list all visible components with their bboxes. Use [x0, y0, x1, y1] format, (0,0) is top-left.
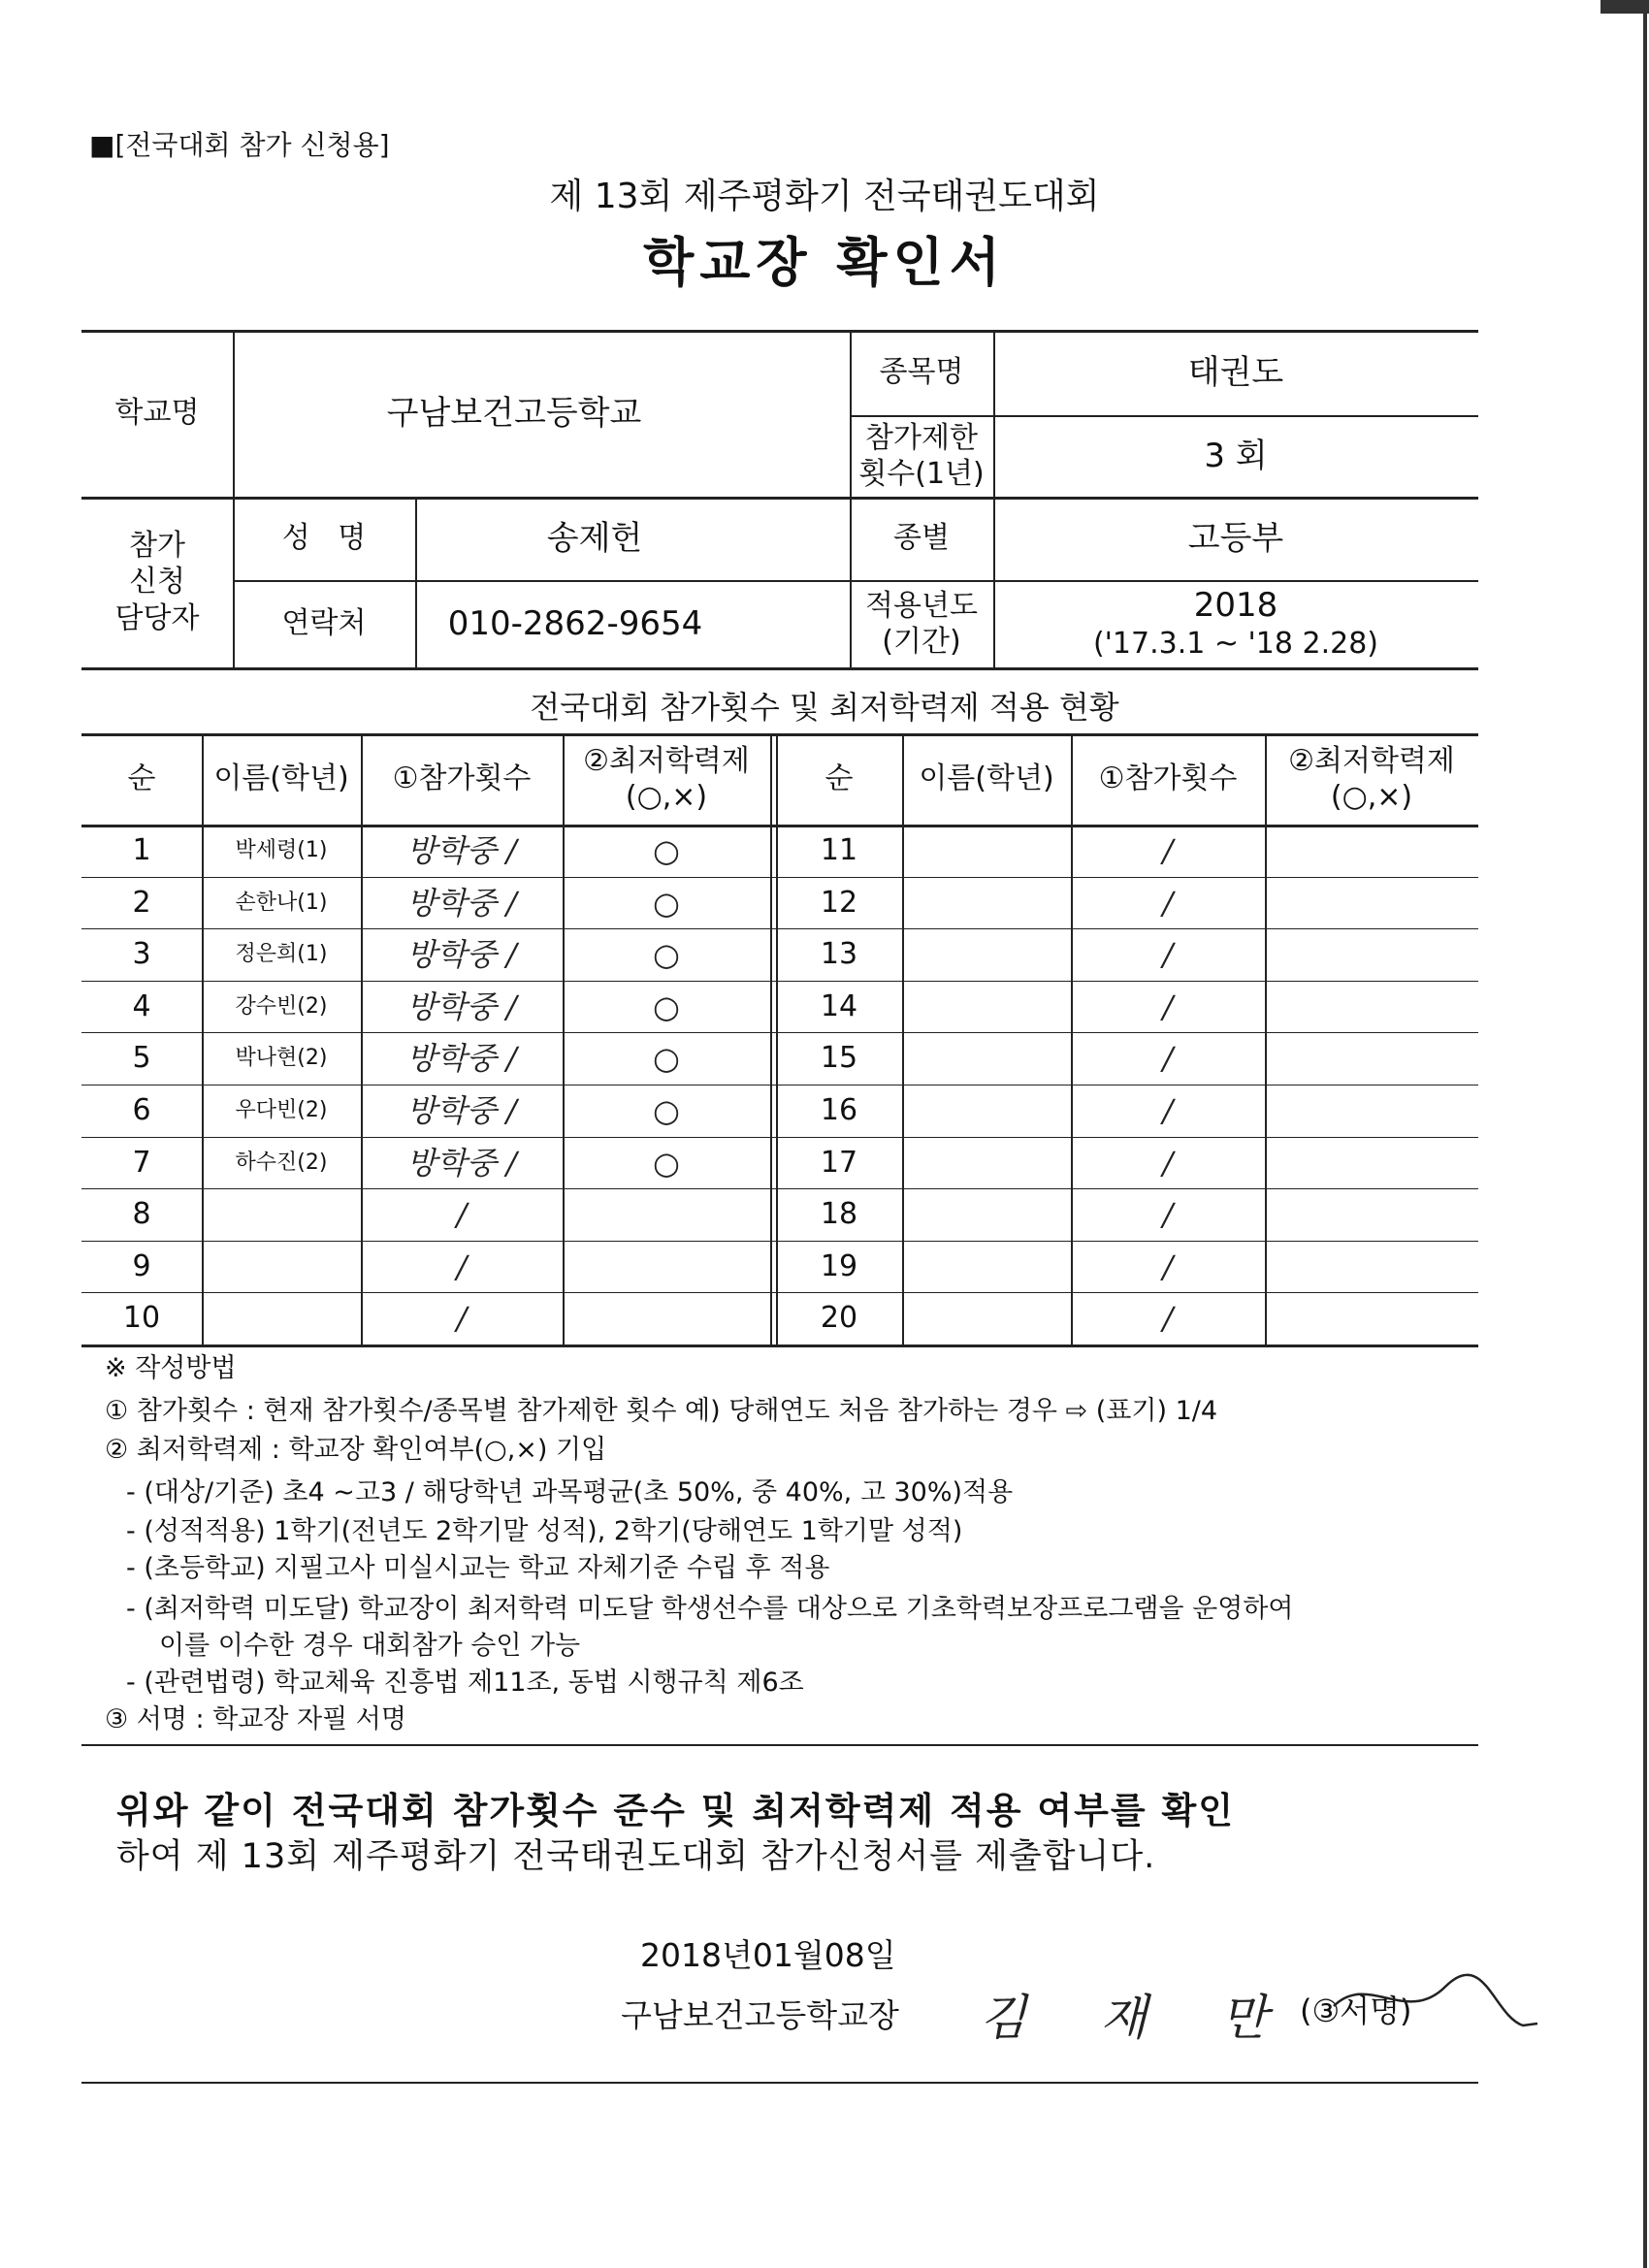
right-row-name	[902, 1085, 1071, 1137]
left-row-no: 9	[132, 1249, 151, 1284]
left-row-grade	[563, 1292, 770, 1345]
right-row-no: 16	[820, 1093, 858, 1128]
right-row-name	[902, 825, 1071, 877]
left-row-count: 방학중 /	[406, 988, 517, 1025]
name-label: 성 명	[281, 521, 367, 556]
left-row-no: 1	[132, 833, 151, 868]
left-row-grade	[563, 1241, 770, 1293]
right-row-no: 20	[820, 1301, 858, 1336]
right-row-grade	[1265, 1032, 1478, 1085]
note-2c: - (초등학교) 지필고사 미실시교는 학교 자체기준 수립 후 적용	[126, 1553, 830, 1583]
applicant-label: 참가 신청 담당자	[114, 528, 200, 635]
right-row-name	[902, 1292, 1071, 1345]
note-2d: - (최저학력 미도달) 학교장이 최저학력 미도달 학생선수를 대상으로 기초학력보장프로그램을 운영하여	[126, 1594, 1294, 1624]
left-row-no: 6	[132, 1093, 151, 1128]
signature-stroke	[1329, 1967, 1542, 2035]
school-name-label: 학교명	[114, 396, 200, 431]
scan-corner-mark	[1600, 0, 1649, 14]
col-header-name-left: 이름(학년)	[213, 761, 349, 796]
left-row-name: 박세령(1)	[235, 838, 328, 863]
right-row-no: 14	[820, 989, 858, 1024]
left-row-grade: ○	[653, 1145, 680, 1182]
left-row-count: 방학중 /	[406, 1145, 517, 1182]
confirm-line-1: 위와 같이 전국대회 참가횟수 준수 및 최저학력제 적용 여부를 확인	[116, 1790, 1235, 1831]
col-header-grade-right: ②최저학력제 (○,×)	[1288, 743, 1455, 814]
division-label: 종별	[893, 521, 950, 556]
col-header-count-left: ①참가횟수	[392, 761, 532, 796]
right-row-grade	[1265, 981, 1478, 1033]
notes-title: ※ 작성방법	[105, 1353, 237, 1383]
right-row-grade	[1265, 1241, 1478, 1293]
note-3: ③ 서명 : 학교장 자필 서명	[105, 1704, 406, 1734]
name-value: 송제헌	[546, 518, 643, 558]
right-row-count: /	[1162, 1145, 1174, 1182]
left-row-name	[202, 1188, 361, 1241]
sport-value: 태권도	[1187, 352, 1284, 392]
right-row-count: /	[1162, 1092, 1174, 1129]
right-row-count: /	[1162, 885, 1174, 922]
left-row-no: 8	[132, 1197, 151, 1232]
scan-edge-right	[1643, 0, 1647, 2268]
left-row-name	[202, 1292, 361, 1345]
left-row-count: 방학중 /	[406, 936, 517, 973]
left-row-no: 10	[122, 1301, 161, 1336]
sign-date: 2018년01월08일	[640, 1936, 896, 1974]
left-row-grade: ○	[653, 936, 680, 973]
left-row-name	[202, 1241, 361, 1293]
right-row-count: /	[1162, 936, 1174, 973]
right-row-grade	[1265, 825, 1478, 877]
left-row-no: 3	[132, 937, 151, 972]
note-2a: - (대상/기준) 초4 ~고3 / 해당학년 과목평균(초 50%, 중 40%, 고 30%)적용	[126, 1477, 1014, 1507]
left-row-count: 방학중 /	[406, 1040, 517, 1077]
left-row-no: 4	[132, 989, 151, 1024]
year-label: 적용년도 (기간)	[865, 588, 978, 659]
col-header-no-left: 순	[127, 761, 156, 796]
left-row-name: 강수빈(2)	[235, 994, 328, 1020]
right-row-no: 17	[820, 1146, 858, 1181]
right-row-no: 13	[820, 937, 858, 972]
right-row-grade	[1265, 1292, 1478, 1345]
left-row-count: 방학중 /	[406, 1092, 517, 1129]
left-row-count: /	[456, 1300, 468, 1337]
school-name-value: 구남보건고등학교	[386, 393, 642, 433]
right-row-grade	[1265, 928, 1478, 981]
left-row-name: 하수진(2)	[235, 1150, 328, 1176]
left-row-grade	[563, 1188, 770, 1241]
right-row-grade	[1265, 1085, 1478, 1137]
right-row-grade	[1265, 1137, 1478, 1189]
confirm-line-2: 하여 제 13회 제주평화기 전국태권도대회 참가신청서를 제출합니다.	[116, 1837, 1156, 1876]
document-title: 학교장 확인서	[643, 232, 1006, 293]
left-row-grade: ○	[653, 988, 680, 1025]
division-value: 고등부	[1187, 518, 1284, 558]
left-row-name: 박나현(2)	[235, 1046, 328, 1071]
right-row-no: 18	[820, 1197, 858, 1232]
right-row-name	[902, 1137, 1071, 1189]
limit-label: 참가제한 횟수(1년)	[858, 420, 985, 491]
limit-value: 3 회	[1204, 436, 1268, 475]
right-row-no: 12	[820, 886, 858, 921]
right-row-count: /	[1162, 832, 1174, 869]
principal-signature-name: 김 재 만	[980, 1990, 1297, 2046]
right-row-count: /	[1162, 1300, 1174, 1337]
right-row-no: 15	[820, 1041, 858, 1076]
signature-mark: (③서명)	[1300, 1993, 1412, 2029]
note-2b: - (성적적용) 1학기(전년도 2학기말 성적), 2학기(당해연도 1학기말 성적)	[126, 1516, 963, 1546]
year-period: ('17.3.1 ~ '18 2.28)	[1092, 627, 1379, 661]
left-row-no: 7	[132, 1146, 151, 1181]
right-row-count: /	[1162, 1248, 1174, 1285]
right-row-grade	[1265, 877, 1478, 929]
sign-title: 구남보건고등학교장	[621, 1996, 899, 2034]
status-title: 전국대회 참가횟수 및 최저학력제 적용 현황	[530, 689, 1119, 726]
note-1: ① 참가횟수 : 현재 참가횟수/종목별 참가제한 횟수 예) 당해연도 처음 참가하는 경우 ⇨ (표기) 1/4	[105, 1396, 1218, 1426]
left-row-no: 2	[132, 886, 151, 921]
left-row-grade: ○	[653, 885, 680, 922]
right-row-count: /	[1162, 1040, 1174, 1077]
right-row-no: 19	[820, 1249, 858, 1284]
right-row-name	[902, 981, 1071, 1033]
right-row-no: 11	[820, 833, 858, 868]
right-row-name	[902, 1032, 1071, 1085]
contact-label: 연락처	[281, 606, 367, 641]
form-tag: ■[전국대회 참가 신청용]	[89, 129, 390, 161]
right-row-count: /	[1162, 1196, 1174, 1233]
year-value: 2018	[1193, 586, 1278, 625]
right-row-grade	[1265, 1188, 1478, 1241]
right-row-name	[902, 1188, 1071, 1241]
col-header-name-right: 이름(학년)	[919, 761, 1054, 796]
left-row-count: /	[456, 1196, 468, 1233]
right-row-name	[902, 928, 1071, 981]
left-row-no: 5	[132, 1041, 151, 1076]
right-row-name	[902, 877, 1071, 929]
sport-label: 종목명	[879, 355, 964, 390]
event-title: 제 13회 제주평화기 전국태권도대회	[549, 177, 1100, 216]
note-2d-cont: 이를 이수한 경우 대회참가 승인 가능	[159, 1631, 581, 1661]
left-row-name: 정은희(1)	[235, 942, 328, 967]
note-2: ② 최저학력제 : 학교장 확인여부(○,×) 기입	[105, 1435, 607, 1465]
right-row-name	[902, 1241, 1071, 1293]
col-header-grade-left: ②최저학력제 (○,×)	[583, 743, 750, 814]
left-row-count: /	[456, 1248, 468, 1285]
left-row-count: 방학중 /	[406, 832, 517, 869]
contact-value: 010-2862-9654	[447, 603, 703, 643]
right-row-count: /	[1162, 988, 1174, 1025]
left-row-grade: ○	[653, 1040, 680, 1077]
left-row-grade: ○	[653, 1092, 680, 1129]
col-header-count-right: ①참가횟수	[1098, 761, 1238, 796]
col-header-no-right: 순	[824, 761, 854, 796]
left-row-count: 방학중 /	[406, 885, 517, 922]
left-row-grade: ○	[653, 832, 680, 869]
left-row-name: 우다빈(2)	[235, 1098, 328, 1123]
note-2e: - (관련법령) 학교체육 진흥법 제11조, 동법 시행규칙 제6조	[126, 1668, 804, 1698]
left-row-name: 손한나(1)	[235, 891, 328, 916]
